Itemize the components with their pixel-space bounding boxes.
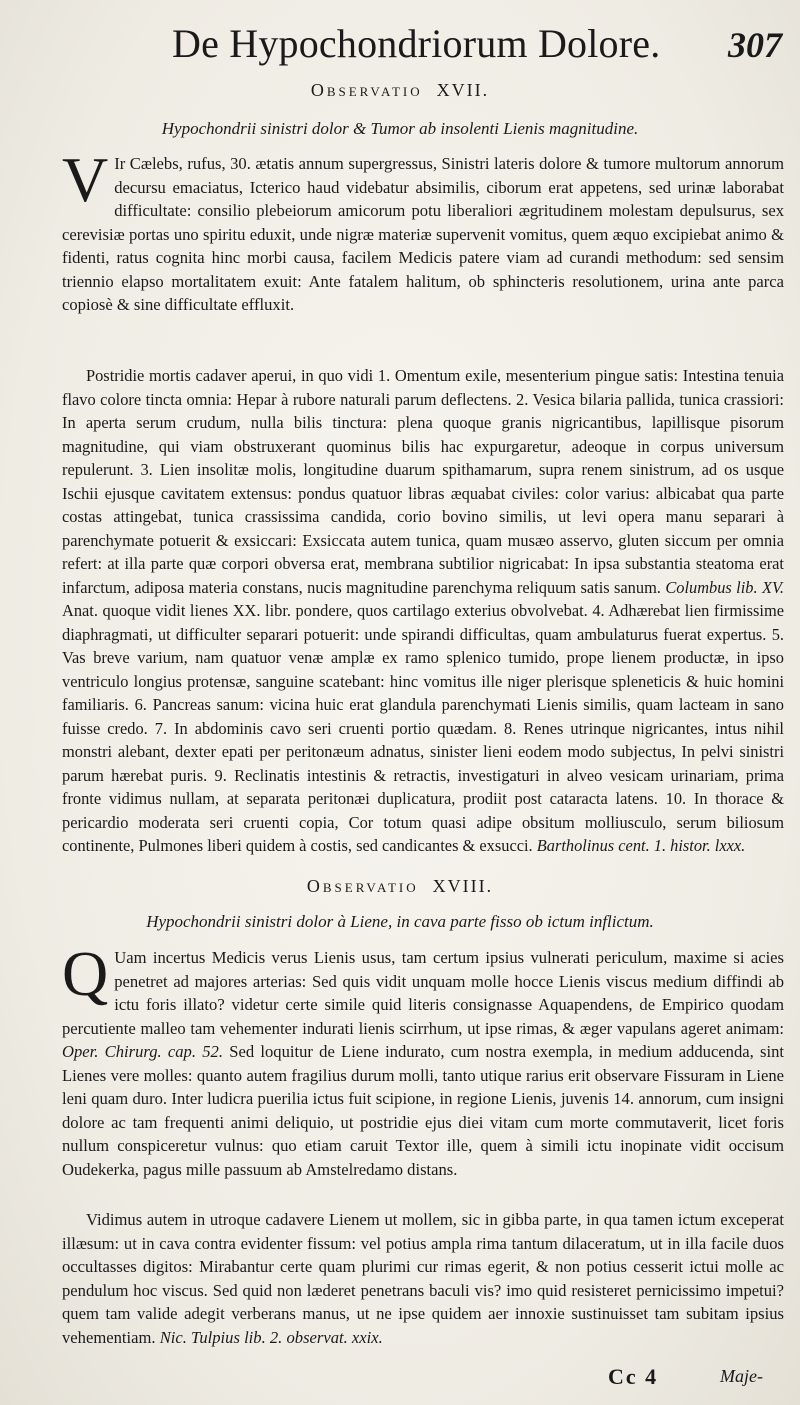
- reference-citation: Columbus lib. XV.: [665, 577, 784, 597]
- source-citation: Nic. Tulpius lib. 2. observat. xxix.: [159, 1327, 383, 1347]
- page-number: 307: [728, 25, 782, 65]
- paragraph-text: Uam incertus Medicis verus Lienis usus, tam certum ipsius vulnerati periculum, maxime si acies penetret ad majores arterias: Sed quis vidit unquam molle hocce Lienis viscus medium diffindi ab ictu foris illato? videtur certe simile quid literis consignasse Aquapendens, de Empirico quodam percutiente malleo tam vehementer indurati lienis scirrhum, ut ipse rimas, & æger vapulans ageret animam:: [62, 948, 784, 1038]
- signature-mark: Cc 4: [608, 1364, 659, 1389]
- paragraph-text: Anat. quoque vidit lienes XX. libr. pondere, quos cartilago exterius obvolvebat. 4. Adhærebat lien firmissime diaphragmati, ut difficulter separari potuerit: unde spirandi difficultas, quam ambulaturus fuerat expertus. 5. Vas breve varium, nam quatuor venæ amplæ ex ramo splenico tumido, prope lienem productæ, in ipso ventriculo longius protensæ, sanguine scatebant: hinc vomitus ille niger plerisque spleneticis & huic homini familiaris. 6. Pancreas sanum: vicina huic erat glandula parenchymati Lienis similis, quam lacteam in sano fuisse credo. 7. In abdominis cavo seri cruenti portio quædam. 8. Renes utrinque nigricantes, intus nihil monstri alebant, dexter epati per peritonæum adnatus, sinister lieni eodem modo subjectus, In pelvi sinistri parum hærebat puris. 9. Reclinatis intestinis & retractis, investigaturi in alveo vesicam urinariam, prima fronte vidimus nullam, at separata peritonæi duplicatura, prodiit post cataracta latens. 10. In thorace & pericardio moderata seri cruenti copia, Cor totum quasi adipe obsitum molliusculo, serum biliosum continente, Pulmones liberi quidem à costis, sed candicantes & exsucci.: [62, 601, 784, 855]
- drop-cap: Q: [62, 938, 109, 1009]
- observation-paragraph: [62, 364, 784, 858]
- observation-heading: [0, 876, 800, 897]
- reference-citation: Oper. Chirurg. cap. 52.: [62, 1042, 223, 1061]
- paragraph-text: Vidimus autem in utroque cadavere Lienem ut mollem, sic in gibba parte, in qua tamen ictum exceperat illæsum: ut in cava contra evidenter fissum: vel potius ampla rima tantum dilaceratum, ut in illa facile duos occultasses digitos: Mirabantur certe quam plurimi cur rimas egerit, & non potius cesserit ictui molle ac pendulum hoc viscus. Sed quid non læderet penetrans baculi vis? imo quid resisteret pernicissimo impetui? quem tam valide adegit verberans manus, ut ne ipse quidem aer innoxie sustinuisset tam subitam ipsius vehementiam.: [62, 1210, 784, 1347]
- observation-paragraph: [62, 144, 784, 317]
- observation-subtitle: Hypochondrii sinistri dolor & Tumor ab insolenti Lienis magnitudine.: [161, 119, 639, 138]
- running-title: De Hypochondriorum Dolore.: [172, 21, 661, 66]
- source-citation: Bartholinus cent. 1. histor. lxxx.: [536, 836, 746, 855]
- observation-number: XVIII.: [432, 876, 494, 896]
- page-footer: [0, 1364, 800, 1396]
- paragraph-text: Ir Cælebs, rufus, 30. ætatis annum supergressus, Sinistri lateris dolore & tumore multorum annorum decursu emaciatus, Icterico haud videbatur absimilis, ciborum erat appetens, sed urinæ laborabat difficultate: consilio plebeiorum amicorum potu liberaliori ægritudinem molestam depulsurus, sex cerevisiæ portas uno spiritu eduxit, unde nigræ materiæ supervenit vomitus, quem æquo excipiebat animo & fidenti, ratus cognita hinc morbi causa, facilem Medicis patere viam ad curandi methodum: sed sensim triennio elapso mortalitatem exuit: Ante fatalem halitum, ob sphincteris resolutionem, urina ante parca copiosè & sine difficultate effluxit.: [62, 154, 784, 314]
- paragraph-text: Postridie mortis cadaver aperui, in quo vidi 1. Omentum exile, mesenterium pingue satis: Intestina tenuia flavo colore tincta omnia: Hepar à rubore naturali parum deflectens. 2. Vesica bilaria pallida, tunica crassiori: In aperta serum crudum, nulla bilis tinctura: plena quoque granis nigricantibus, lapillisque pisorum magnitudine, qui viam obstruxerant quominus bilis hac expurgaretur, adeoque in corpus universum repulerunt. 3. Lien insolitæ molis, longitudine duarum spithamarum, supra renem sinistrum, ad os usque Ischii ejusque cavitatem extensus: pondus quatuor libras æquabat civiles: color varius: albicabat qua parte costas attingebat, tunica crassissima candida, corio bovino similis, ut levi opera manu separari à parenchymate potuerit & exsiccari: Exsiccata autem tunica, quam musæo asservo, gluten siccum per omnia refert: at illa parte quæ corpori obversa erat, membrana subtilior nigricabat: In ipsa substantia steatoma erat infarctum, adiposa materia constans, nucis magnitudine parenchyma reliquum satis sanum.: [62, 366, 784, 597]
- observation-paragraph: [62, 938, 784, 1181]
- paragraph-text: Sed loquitur de Liene indurato, cum nostra exempla, in medium adducenda, sint Lienes vere molles: quanto autem fragilius durum molli, tanto utique rarius erit observare Fissuram in Liene leni quam duro. Inter ludicra puerilia ictus fuit scipione, in regione Lienis, juvenis 14. annorum, cum insigni dolore ac tam frequenti animi deliquio, ut postridie ejus diei vitam cum morte commutaverit, licet foris nullum conspiceretur vulnus: quo etiam caruit Textor ille, quem à simili ictu inopinate vidit occisum Oudekerka, pagus mille passuum ab Amstelredamo distans.: [62, 1042, 784, 1179]
- running-head: [0, 20, 800, 70]
- observation-number: XVII.: [436, 80, 490, 100]
- observation-paragraph: [62, 1208, 784, 1349]
- catchword: Maje-: [720, 1366, 763, 1386]
- drop-cap: V: [62, 144, 109, 215]
- observation-label: Observatio: [310, 80, 423, 100]
- observation-heading: [0, 80, 800, 101]
- observation-label: Observatio: [306, 876, 419, 896]
- observation-subtitle: Hypochondrii sinistri dolor à Liene, in cava parte fisso ob ictum inflictum.: [146, 912, 654, 931]
